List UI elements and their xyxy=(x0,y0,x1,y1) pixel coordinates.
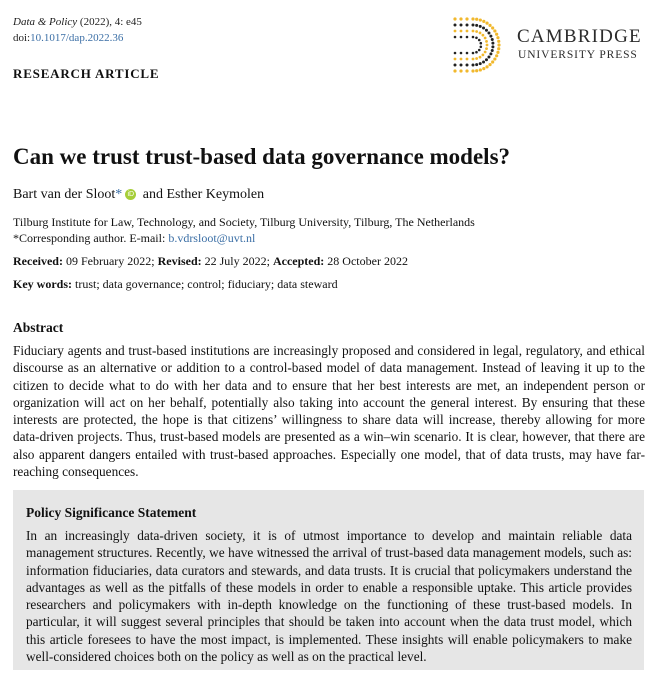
logo-dot xyxy=(497,43,500,46)
author-2[interactable]: Esther Keymolen xyxy=(166,187,265,202)
logo-dot xyxy=(491,42,494,45)
logo-dot xyxy=(475,30,478,33)
logo-dot xyxy=(488,24,491,27)
author-list xyxy=(13,186,264,204)
logo-dot xyxy=(479,68,482,71)
logo-dot xyxy=(478,39,481,42)
logo-dot xyxy=(479,25,482,28)
article-type: RESEARCH ARTICLE xyxy=(13,66,160,81)
logo-dot xyxy=(475,24,478,27)
logo-dot xyxy=(479,62,482,65)
cambridge-shield-icon xyxy=(440,16,506,74)
logo-dot xyxy=(472,24,475,27)
logo-dot xyxy=(475,36,478,39)
logo-dot xyxy=(459,17,462,20)
logo-dot xyxy=(491,60,494,63)
logo-dot xyxy=(489,52,492,55)
logo-dot xyxy=(479,31,482,34)
logo-dot xyxy=(478,49,481,52)
logo-dot xyxy=(480,45,483,48)
logo-dot xyxy=(465,69,468,72)
logo-dot xyxy=(466,58,469,61)
logo-dot xyxy=(460,52,463,55)
accepted-label: Accepted: xyxy=(272,254,325,268)
logo-dot xyxy=(495,54,498,57)
logo-dot xyxy=(472,58,475,61)
logo-dot xyxy=(482,67,485,70)
received-label: Received: xyxy=(13,254,63,268)
logo-dot xyxy=(485,40,488,43)
logo-dot xyxy=(479,56,482,59)
keywords xyxy=(13,276,338,292)
journal-citation xyxy=(13,14,142,46)
logo-dot xyxy=(475,69,478,72)
logo-dot xyxy=(482,34,485,37)
logo-dot xyxy=(472,36,475,39)
logo-dot xyxy=(487,31,490,34)
logo-dot xyxy=(460,36,463,39)
logo-dot xyxy=(475,51,478,54)
logo-dot xyxy=(489,35,492,38)
policy-heading: Policy Significance Statement xyxy=(26,505,197,520)
logo-dot xyxy=(466,52,469,55)
logo-dot xyxy=(480,42,483,45)
doi-prefix: doi: xyxy=(13,32,31,44)
logo-dot xyxy=(486,44,489,47)
doi-link[interactable]: 10.1017/dap.2022.36 xyxy=(30,32,124,44)
logo-dot xyxy=(491,45,494,48)
logo-dot xyxy=(453,17,456,20)
logo-dot xyxy=(496,36,499,39)
orcid-icon[interactable]: iD xyxy=(125,189,136,200)
article-dates xyxy=(13,253,408,269)
logo-dot xyxy=(482,61,485,64)
logo-dot xyxy=(454,36,457,39)
logo-dot xyxy=(497,40,500,43)
logo-dot xyxy=(460,24,463,27)
logo-dot xyxy=(466,36,469,39)
affiliation: Tilburg Institute for Law, Technology, and Society, Tilburg University, Tilburg, The Netherlands xyxy=(13,215,475,229)
logo-dot xyxy=(484,37,487,40)
article-title: Can we trust trust-based data governance models? xyxy=(13,144,511,169)
logo-dot xyxy=(485,22,488,25)
logo-dot xyxy=(471,69,474,72)
received-date: 09 February 2022; xyxy=(62,254,158,268)
logo-dot xyxy=(460,64,463,67)
logo-dot xyxy=(488,63,491,66)
policy-body: In an increasingly data-driven society, it is of utmost importance to develop and maintain reliable data management structures. Recently, we have witnessed the arrival of trust-based data management models, such as: information fiduciaries, data curators and stewards, and data trusts. It is crucial that policymakers understand the advantages as well as the pitfalls of these models in order to enable a responsible uptake. This article provides researchers and policymakers with in-depth knowledge on the functioning of these trust-based models. In particular, it will suggest several principles that should be taken into account when the data trust model, which this article foresees to have the most impact, is implemented. These insights will enable policymakers to make well-considered choices both on the policy as well as on the practical level. xyxy=(26,528,632,665)
journal-name: Data & Policy xyxy=(13,16,78,28)
logo-dot xyxy=(491,49,494,52)
logo-dot xyxy=(459,69,462,72)
logo-dot xyxy=(466,24,469,27)
author-conjunction: and xyxy=(139,187,167,202)
keywords-label: Key words: xyxy=(13,277,72,291)
corresponding-label: *Corresponding author. E-mail: xyxy=(13,231,169,245)
abstract-heading: Abstract xyxy=(13,320,64,335)
logo-dot xyxy=(491,26,494,29)
logo-dot xyxy=(497,47,500,50)
logo-dot xyxy=(493,57,496,60)
logo-dot xyxy=(454,58,457,61)
logo-dot xyxy=(482,27,485,30)
logo-dot xyxy=(472,64,475,67)
logo-dot xyxy=(495,33,498,36)
logo-dot xyxy=(487,56,490,59)
logo-dot xyxy=(493,29,496,32)
logo-dot xyxy=(465,17,468,20)
logo-dot xyxy=(454,30,457,33)
logo-dot xyxy=(496,51,499,54)
logo-dot xyxy=(485,47,488,50)
logo-dot xyxy=(475,57,478,60)
logo-dot xyxy=(479,18,482,21)
logo-dot xyxy=(453,69,456,72)
logo-dot xyxy=(485,29,488,32)
author-1[interactable]: Bart van der Sloot xyxy=(13,187,116,202)
logo-dot xyxy=(491,38,494,41)
journal-info-line xyxy=(13,14,142,30)
cambridge-logo xyxy=(440,16,645,74)
logo-dot xyxy=(485,58,488,61)
abstract-body: Fiduciary agents and trust-based institutions are increasingly proposed and considered in legal, regulatory, and ethical discourse as an alternative or addition to a control-based model of data management. Instead of leaving it up to the citizen to decide what to do with her data and to ensure that her best interests are met, an independent person or organization will act on her behalf, potentially also taking into account the general interest. By ensuring that these interests are protected, the hope is that citizens’ willingness to share data will increase, thereby allowing for more data-driven projects. Thus, trust-based models are presented as a win–win scenario. It is clear, however, that there are also apparent dangers entailed with trust-based approaches. Especially one model, that of data trusts, may have far-reaching consequences. xyxy=(13,343,645,480)
logo-dot xyxy=(484,51,487,54)
corresponding-author xyxy=(13,230,255,246)
logo-dot xyxy=(475,18,478,21)
journal-volume: (2022), 4: e45 xyxy=(77,16,142,28)
logo-dot xyxy=(466,64,469,67)
logo-dot xyxy=(454,52,457,55)
logo-dot xyxy=(482,54,485,57)
revised-label: Revised: xyxy=(157,254,202,268)
logo-dot xyxy=(485,65,488,68)
email-link[interactable]: b.vdrsloot@uvt.nl xyxy=(168,231,256,245)
logo-dot xyxy=(454,64,457,67)
logo-dot xyxy=(454,24,457,27)
doi-line xyxy=(13,30,142,46)
policy-significance-box xyxy=(13,490,644,670)
keywords-value: trust; data governance; control; fiduciary; data steward xyxy=(72,277,338,291)
logo-dot xyxy=(471,17,474,20)
logo-dot xyxy=(482,20,485,23)
revised-date: 22 July 2022; xyxy=(201,254,273,268)
logo-dot xyxy=(460,58,463,61)
logo-dot xyxy=(472,52,475,55)
logo-dot xyxy=(460,30,463,33)
corresponding-mark: * xyxy=(115,187,123,202)
publisher-subname: UNIVERSITY PRESS xyxy=(518,49,638,61)
accepted-date: 28 October 2022 xyxy=(324,254,408,268)
logo-dot xyxy=(472,30,475,33)
publisher-name: CAMBRIDGE xyxy=(517,26,642,47)
logo-dot xyxy=(475,63,478,66)
logo-dot xyxy=(466,30,469,33)
